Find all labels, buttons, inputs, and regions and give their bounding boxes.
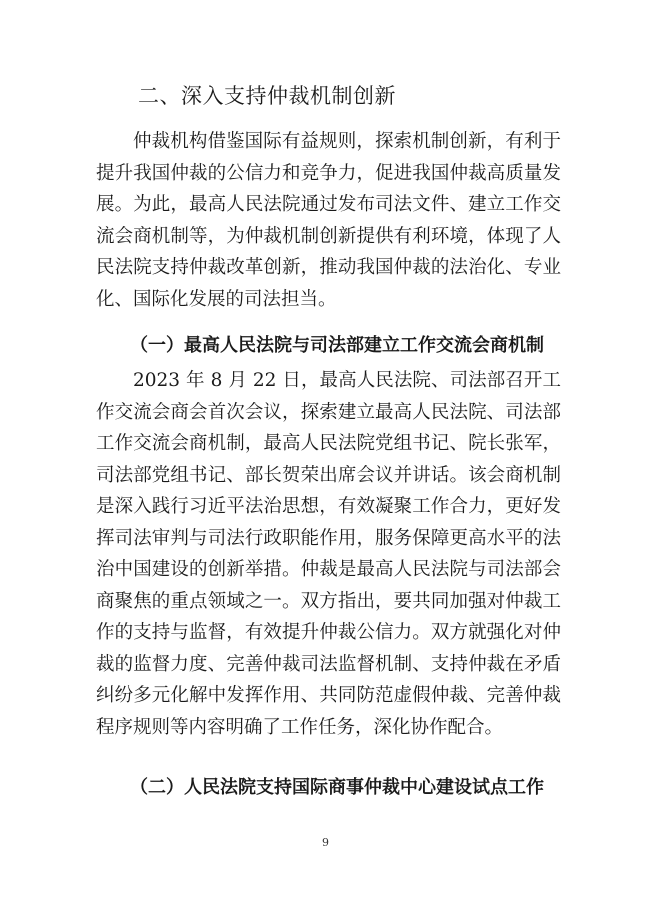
section-heading: 二、深入支持仲裁机制创新 xyxy=(138,84,396,108)
paragraph-consultation-mechanism: 2023 年 8 月 22 日，最高人民法院、司法部召开工作交流会商会首次会议，探索建立最高人民法院、司法部工作交流会商机制，最高人民法院党组书记、院长张军，司法部党组书记、部长贺荣出席会议并讲话。该会商机制是深入践行习近平法治思想，有效凝聚工作合力，更好发挥司法审判与司法行政职能作用，服务保障更高水平的法治中国建设的创新举措。仲裁是最高人民法院与司法部会商聚焦的重点领域之一。双方指出，要共同加强对仲裁工作的支持与监督，有效提升仲裁公信力。双方就强化对仲裁的监督力度、完善仲裁司法监督机制、支持仲裁在矛盾纠纷多元化解中发挥作用、共同防范虚假仲裁、完善仲裁程序规则等内容明确了工作任务，深化协作配合。 xyxy=(96,370,561,738)
subheading-1: （一）最高人民法院与司法部建立工作交流会商机制 xyxy=(130,335,544,356)
page-number: 9 xyxy=(322,836,329,849)
subheading-2: （二）人民法院支持国际商事仲裁中心建设试点工作 xyxy=(130,777,544,798)
paragraph-intro: 仲裁机构借鉴国际有益规则，探索机制创新，有利于提升我国仲裁的公信力和竞争力，促进我国仲裁高质量发展。为此，最高人民法院通过发布司法文件、建立工作交流会商机制等，为仲裁机制创新提供有利环境，体现了人民法院支持仲裁改革创新，推动我国仲裁的法治化、专业化、国际化发展的司法担当。 xyxy=(96,131,561,310)
